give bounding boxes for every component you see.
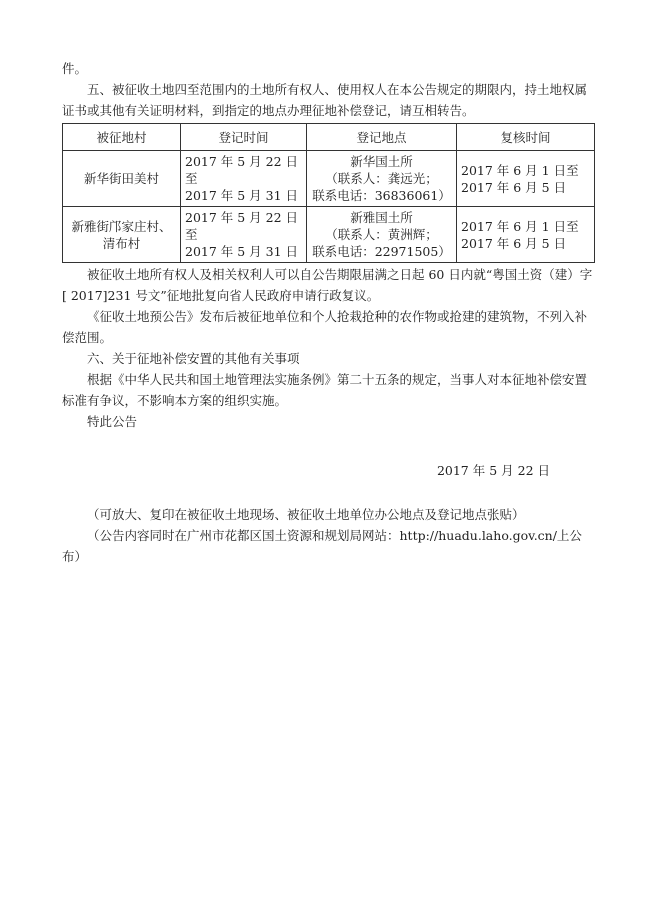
closing-phrase: 特此公告 [87,414,138,429]
header-registration-time: 登记时间 [181,124,307,151]
announcement-date: 2017 年 5 月 22 日 [436,463,550,478]
office-name: 新雅国土所 [350,210,413,225]
header-village: 被征地村 [63,124,181,151]
reconsideration-paragraph: 被征收土地所有权人及相关权利人可以自公告期限届满之日起 60 日内就“粤国土资（建）字[ 2017]231 号文”征地批复向省人民政府申请行政复议。 [62,267,593,303]
document-body [62,58,594,567]
registration-start: 2017 年 5 月 22 日至 [185,154,299,186]
website-note: （公告内容同时在广州市花都区国土资源和规划局网站：http://huadu.laho.gov.cn/上公布） [62,528,582,564]
continued-text: 件。 [62,61,88,76]
registration-table [62,123,595,263]
contact-phone: 联系电话：22971505） [312,244,451,259]
regulation-paragraph: 根据《中华人民共和国土地管理法实施条例》第二十五条的规定，当事人对本征地补偿安置标准有争议，不影响本方案的组织实施。 [62,372,588,408]
cell-village: 新雅街邝家庄村、清布村 [63,207,181,263]
contact-person: （联系人：黄洲辉； [325,227,438,242]
cell-review-time [457,207,595,263]
table-header-row [63,124,595,151]
office-name: 新华国土所 [350,154,413,169]
exclusion-paragraph: 《征收土地预公告》发布后被征地单位和个人抢栽抢种的农作物或抢建的建筑物，不列入补偿范围。 [62,309,588,345]
review-end: 2017 年 6 月 5 日 [461,235,567,251]
contact-person: （联系人：龚远光； [325,171,438,186]
section-six-heading: 六、关于征地补偿安置的其他有关事项 [87,351,300,366]
registration-end: 2017 年 5 月 31 日 [185,188,299,203]
registration-end: 2017 年 5 月 31 日 [185,244,299,259]
cell-registration-time [181,207,307,263]
table-row [63,151,595,207]
review-start: 2017 年 6 月 1 日至 [461,162,579,178]
registration-start: 2017 年 5 月 22 日至 [185,210,299,242]
cell-registration-place [307,151,457,207]
header-registration-place: 登记地点 [307,124,457,151]
cell-review-time [457,151,595,207]
cell-registration-time [181,151,307,207]
review-end: 2017 年 6 月 5 日 [461,179,567,195]
contact-phone: 联系电话：36836061） [312,188,451,203]
section-five-paragraph: 五、被征收土地四至范围内的土地所有权人、使用权人在本公告规定的期限内，持土地权属证书或其他有关证明材料，到指定的地点办理征地补偿登记，请互相转告。 [62,82,588,118]
cell-village: 新华街田美村 [63,151,181,207]
table-row [63,207,595,263]
header-review-time: 复核时间 [457,124,595,151]
review-start: 2017 年 6 月 1 日至 [461,218,579,234]
posting-note: （可放大、复印在被征收土地现场、被征收土地单位办公地点及登记地点张贴） [87,507,525,522]
cell-registration-place [307,207,457,263]
